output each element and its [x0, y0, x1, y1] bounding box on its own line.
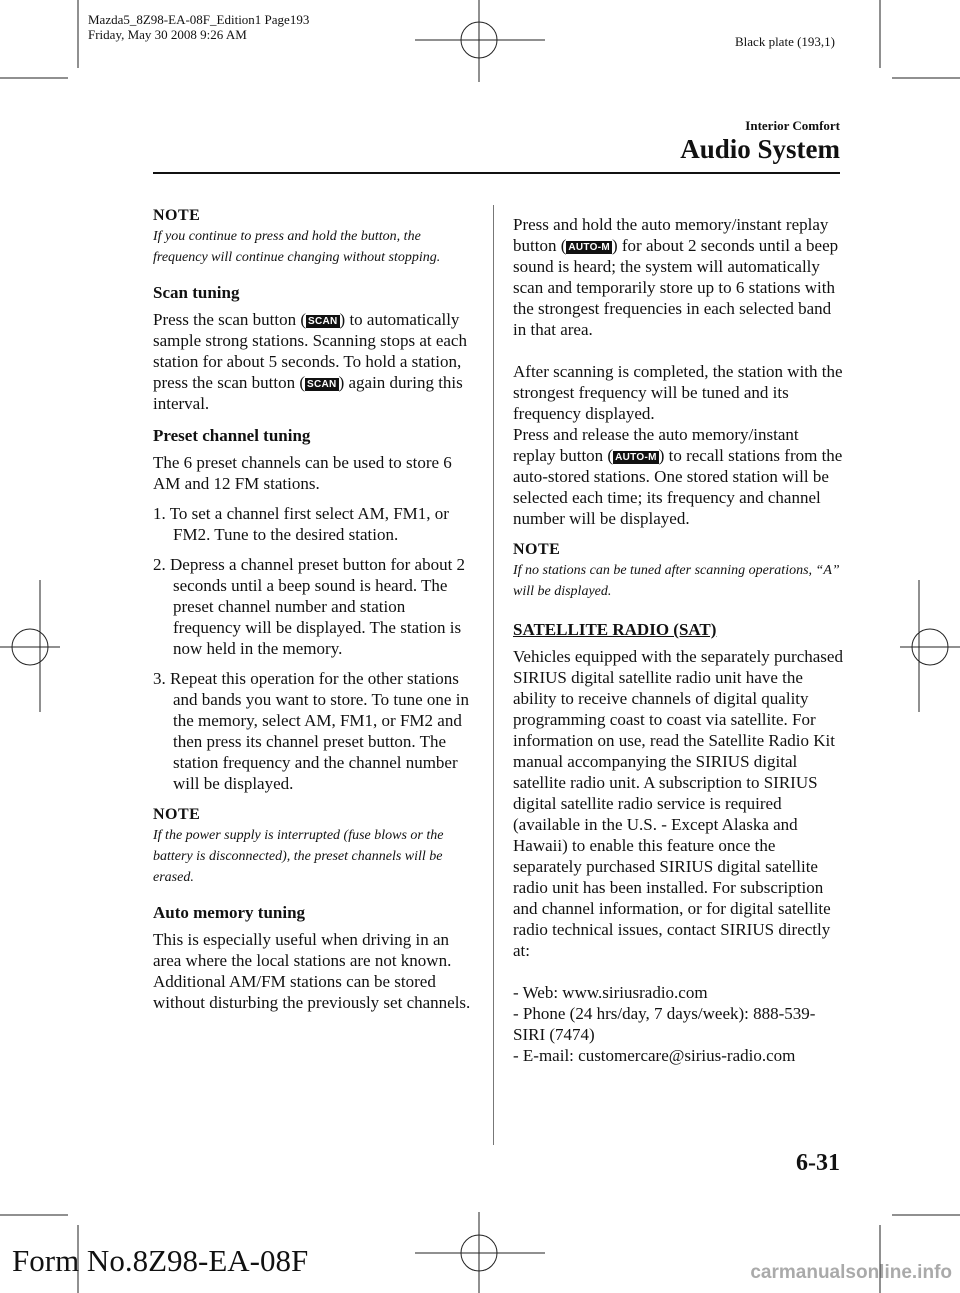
left-column	[153, 205, 473, 1013]
column-divider	[493, 205, 494, 1145]
recall-paragraph: Press and release the auto memory/instant replay button ( AUTO-M ) to recall stations from the auto-stored stations. One stored station will be selected each time; its frequency and channel number will be displayed.	[513, 425, 843, 528]
plate-label: Black plate (193,1)	[735, 34, 835, 49]
form-number: Form No.8Z98-EA-08F	[12, 1243, 309, 1278]
auto-m-button-icon: AUTO-M	[615, 452, 657, 463]
satellite-radio-heading: SATELLITE RADIO (SAT)	[513, 620, 717, 639]
right-column	[513, 214, 843, 1066]
satellite-radio-paragraph: Vehicles equipped with the separately purchased SIRIUS digital satellite radio unit have the ability to receive channels of digital quality programming coast to coast via satellite. For information on use, read the Satellite Radio Kit manual accompanying the SIRIUS digital satellite radio unit. A subscription to SIRIUS digital satellite radio service is required (available in the U.S. - Except Alaska and Hawaii) to enable this feature once the separately purchased SIRIUS digital satellite radio unit has been installed. For subscription and channel information, or for digital satellite radio technical issues, contact SIRIUS directly at:	[513, 647, 843, 960]
scan-complete-paragraph: After scanning is completed, the station with the strongest frequency will be tuned and its frequency displayed.	[513, 362, 843, 423]
auto-m-button-icon: AUTO-M	[568, 242, 610, 253]
page-number: 6-31	[796, 1150, 840, 1176]
scan-tuning-heading: Scan tuning	[153, 283, 240, 302]
preset-tuning-heading: Preset channel tuning	[153, 426, 311, 445]
page-title: Audio System	[680, 134, 840, 164]
step-3: 3. Repeat this operation for the other stations and bands you want to store. To tune one in the memory, select AM, FM1, or FM2 and then press its channel preset button. The station frequency and the channel number will be displayed.	[153, 669, 469, 793]
scan-tuning-paragraph: Press the scan button ( SCAN ) to automatically sample strong stations. Scanning stops at each station for about 5 seconds. To hold a station, press the scan button ( SCAN ) again during this interval.	[153, 310, 467, 413]
scan-button-icon: SCAN	[307, 379, 337, 390]
section-label: Interior Comfort	[745, 118, 840, 133]
contact-web: - Web: www.siriusradio.com	[513, 983, 708, 1002]
preset-paragraph: The 6 preset channels can be used to store 6 AM and 12 FM stations.	[153, 453, 452, 493]
contact-email: - E-mail: customercare@sirius-radio.com	[513, 1046, 796, 1065]
note-text: If the power supply is interrupted (fuse blows or the battery is disconnected), the preset channels will be erased.	[153, 828, 444, 885]
auto-memory-paragraph: This is especially useful when driving in an area where the local stations are not known. Additional AM/FM stations can be stored without disturbing the previously set channels.	[153, 930, 471, 1012]
contact-phone: - Phone (24 hrs/day, 7 days/week): 888-539-SIRI (7474)	[513, 1004, 816, 1044]
note-heading: NOTE	[153, 806, 201, 823]
note-heading: NOTE	[153, 207, 201, 224]
header-rule	[153, 172, 840, 174]
print-file-line: Mazda5_8Z98-EA-08F_Edition1 Page193	[88, 12, 310, 27]
step-2: 2. Depress a channel preset button for about 2 seconds until a beep sound is heard. The preset channel number and station frequency will be displayed. The station is now held in the memory.	[153, 555, 466, 658]
watermark: carmanualsonline.info	[750, 1262, 952, 1283]
print-date-line: Friday, May 30 2008 9:26 AM	[88, 27, 247, 42]
note-heading: NOTE	[513, 541, 561, 558]
auto-memory-paragraph-2: Press and hold the auto memory/instant replay button ( AUTO-M ) for about 2 seconds until a beep sound is heard; the system will automatically scan and temporarily store up to 6 stations with the strongest frequencies in each selected band in that area.	[513, 215, 839, 339]
auto-memory-heading: Auto memory tuning	[153, 903, 306, 922]
note-text: If no stations can be tuned after scanning operations, “A” will be displayed.	[513, 563, 840, 599]
note-text: If you continue to press and hold the button, the frequency will continue changing without stopping.	[153, 229, 441, 265]
scan-button-icon: SCAN	[307, 316, 338, 327]
print-meta	[88, 12, 309, 42]
step-1: 1. To set a channel first select AM, FM1, or FM2. Tune to the desired station.	[153, 504, 449, 544]
